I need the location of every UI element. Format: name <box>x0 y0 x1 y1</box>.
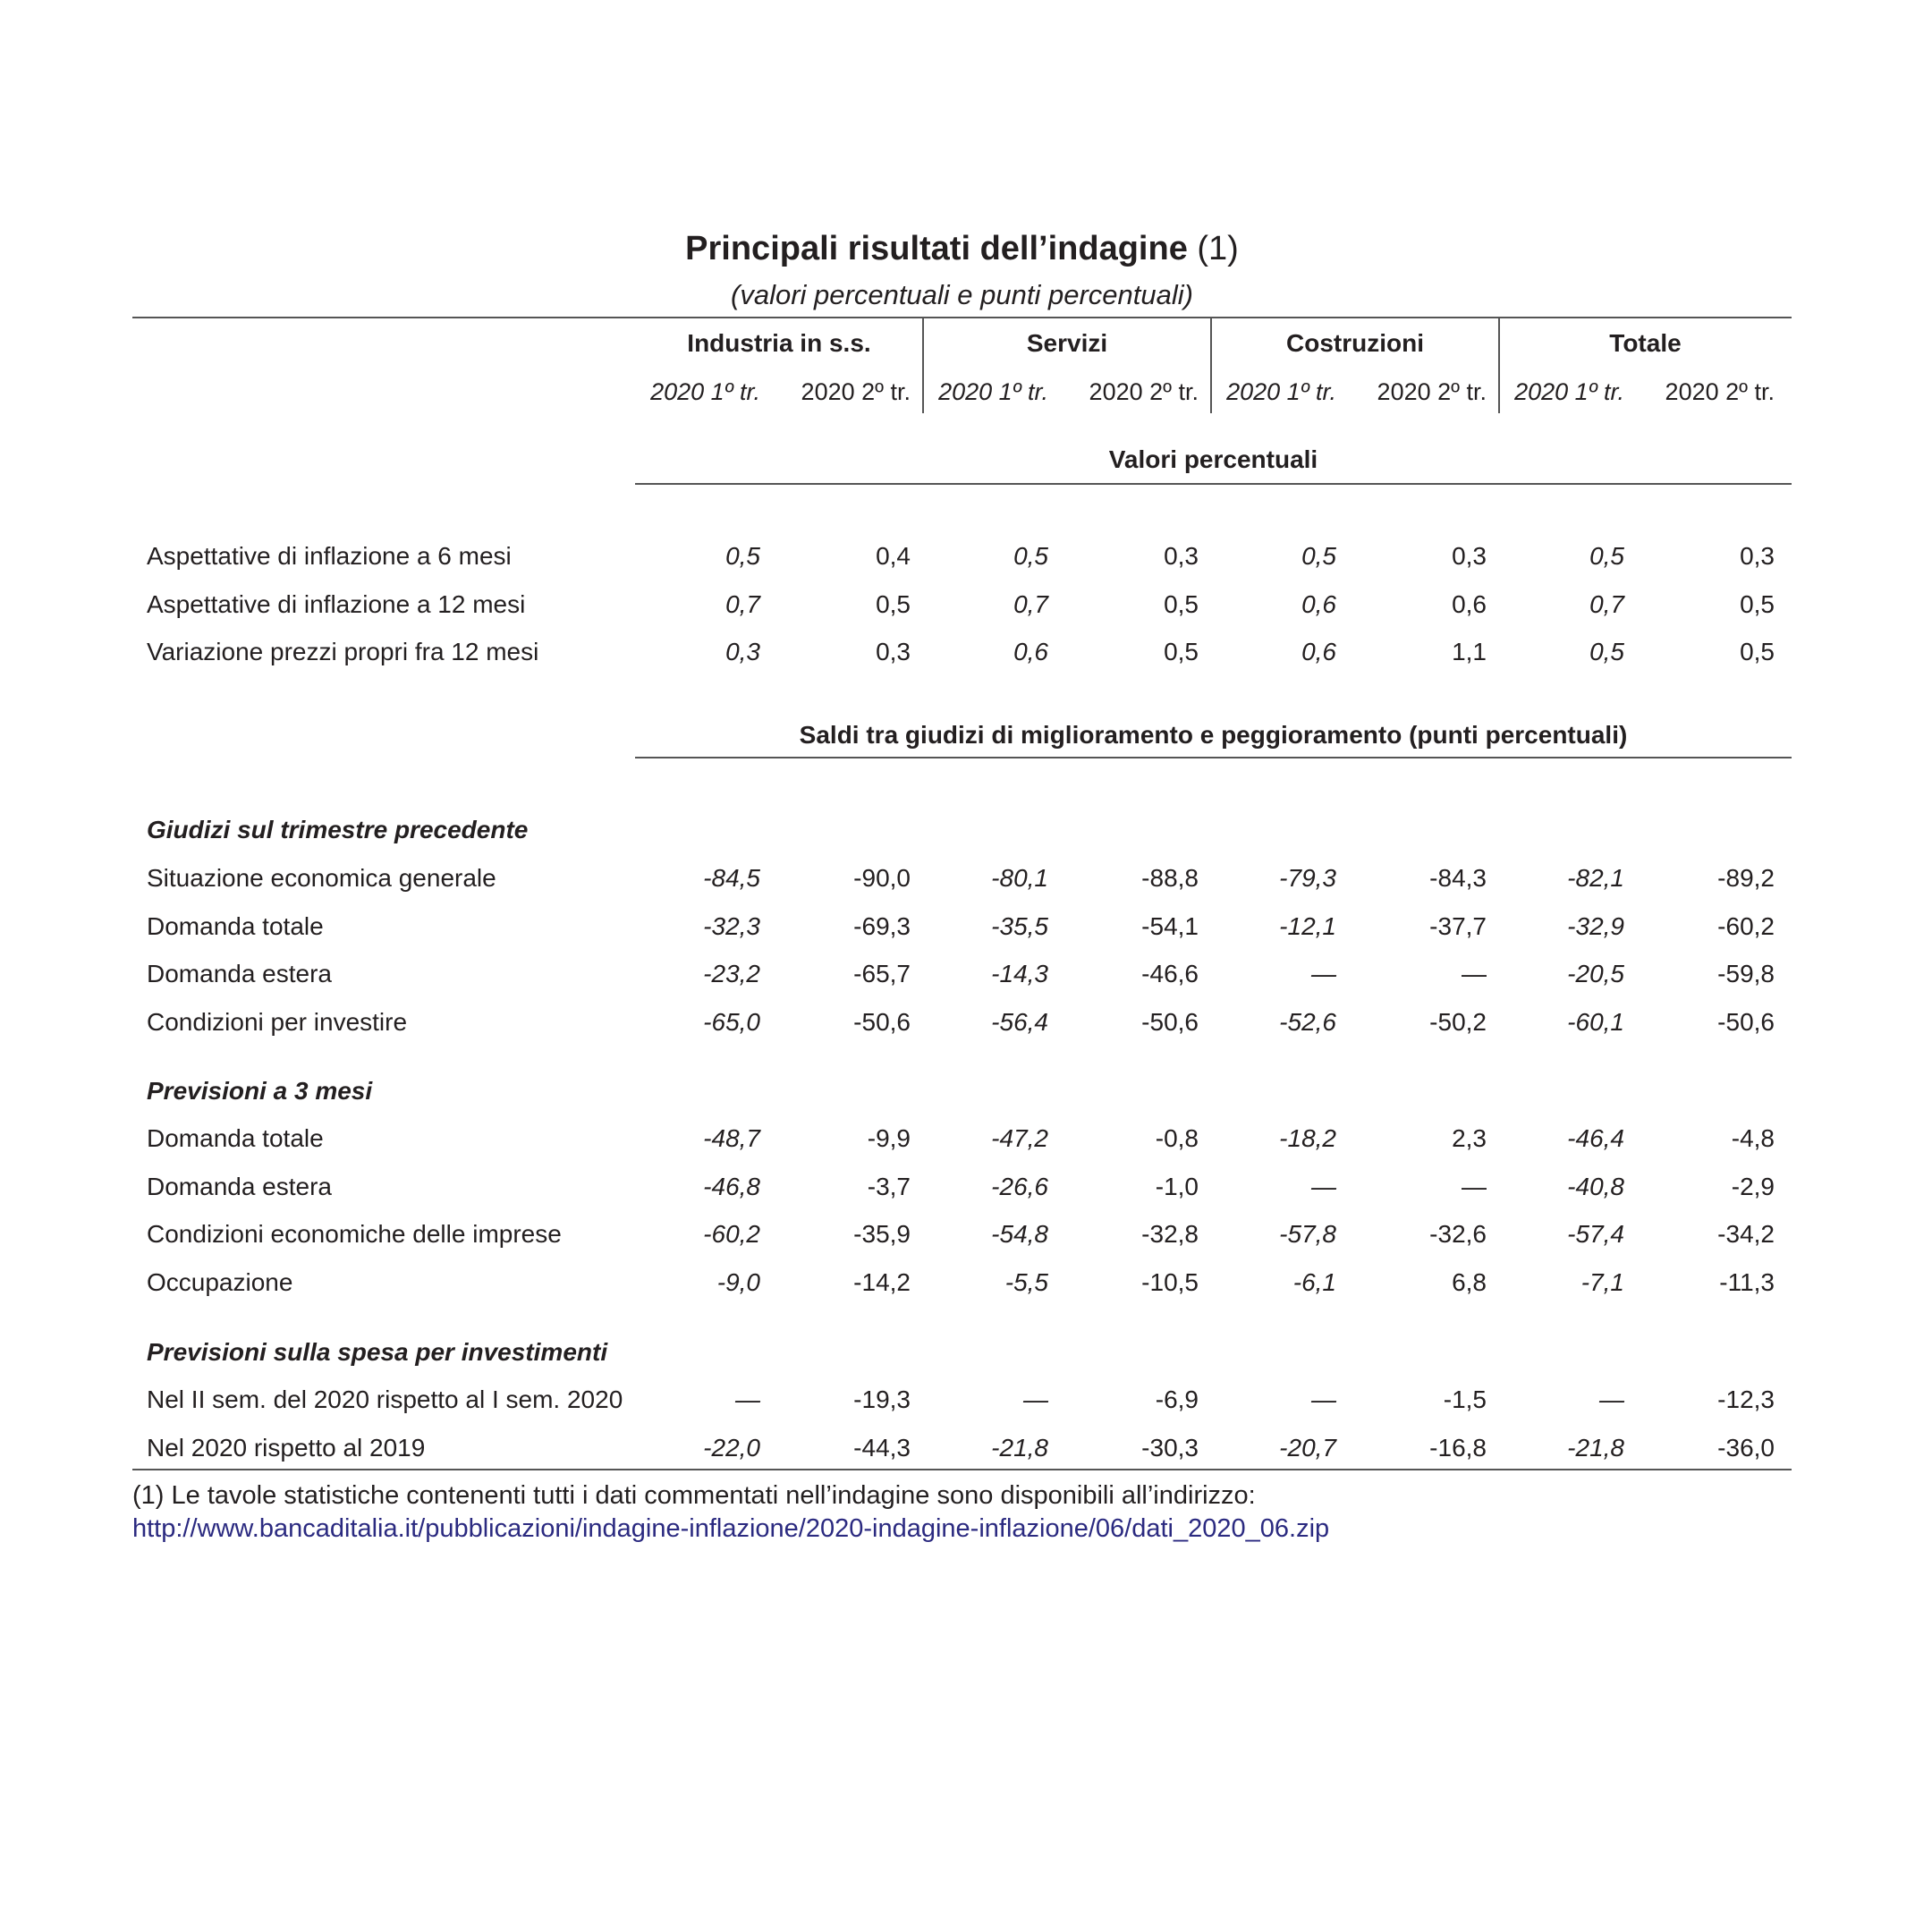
table-cell: -90,0 <box>853 864 911 892</box>
table-cell: 0,7 <box>725 589 760 618</box>
table-subtitle: (valori percentuali e punti percentuali) <box>731 279 1193 310</box>
table-cell: -9,0 <box>716 1267 760 1296</box>
table-cell: 0,6 <box>1452 589 1487 618</box>
period-header: 2020 2º tr. <box>1665 378 1775 405</box>
table-cell: -37,7 <box>1429 911 1487 940</box>
footnote-link[interactable]: http://www.bancaditalia.it/pubblicazioni/indagine-inflazione/2020-indagine-inflazione/06/dati_2020_06.zip <box>132 1514 1330 1543</box>
table-cell: -32,3 <box>703 911 760 940</box>
group-header-totale: Totale <box>1609 329 1682 357</box>
category-title: Giudizi sul trimestre precedente <box>147 816 529 843</box>
table-cell: -80,1 <box>991 864 1048 892</box>
table-cell: 0,5 <box>1301 542 1336 570</box>
table-cell: -1,0 <box>1155 1172 1199 1200</box>
table-cell: 0,6 <box>1013 638 1048 665</box>
table-cell: — <box>1023 1385 1048 1413</box>
table-title-main: Principali risultati dell’indagine <box>685 230 1188 267</box>
table-cell: -82,1 <box>1567 864 1624 892</box>
row-label: Condizioni per investire <box>147 1007 408 1036</box>
table-cell: -79,3 <box>1279 864 1336 892</box>
table-cell: 6,8 <box>1452 1267 1487 1296</box>
section-heading-valori: Valori percentuali <box>1108 445 1318 473</box>
period-header: 2020 1º tr. <box>938 378 1048 405</box>
table-cell: -40,8 <box>1567 1172 1624 1200</box>
group-header-industria: Industria in s.s. <box>687 329 871 357</box>
table-cell: — <box>1311 960 1336 987</box>
row-label: Nel II sem. del 2020 rispetto al I sem. 2020 <box>147 1385 623 1413</box>
table-cell: -11,3 <box>1719 1267 1775 1296</box>
table-cell: -14,3 <box>991 960 1048 987</box>
table-cell: 0,3 <box>1740 542 1775 570</box>
table-row <box>132 1119 1792 1158</box>
table-cell: -59,8 <box>1717 960 1775 987</box>
table-cell: 0,3 <box>876 638 911 665</box>
table-cell: -46,6 <box>1141 960 1199 987</box>
table-cell: — <box>1311 1385 1336 1413</box>
table-cell: -46,8 <box>703 1172 760 1200</box>
table-row <box>132 859 1792 898</box>
section-rule <box>635 483 1792 485</box>
table-cell: -60,1 <box>1567 1007 1624 1036</box>
table-cell: -0,8 <box>1155 1124 1199 1152</box>
table-cell: 0,3 <box>1452 542 1487 570</box>
table-cell: -36,0 <box>1717 1433 1775 1462</box>
section-rule <box>635 757 1792 758</box>
table-cell: 0,5 <box>876 589 911 618</box>
table-cell: -20,7 <box>1279 1433 1336 1462</box>
table-row <box>132 1263 1792 1302</box>
row-label: Condizioni economiche delle imprese <box>147 1220 562 1248</box>
table-cell: -5,5 <box>1004 1267 1048 1296</box>
table-cell: 0,5 <box>725 542 760 570</box>
row-label: Nel 2020 rispetto al 2019 <box>147 1433 426 1462</box>
table-cell: -35,9 <box>853 1220 911 1248</box>
table-cell: -48,7 <box>703 1124 760 1152</box>
table-cell: -56,4 <box>991 1007 1048 1036</box>
table-cell: -50,6 <box>1717 1007 1775 1036</box>
table-cell: -6,9 <box>1155 1385 1199 1413</box>
table-cell: -18,2 <box>1279 1124 1336 1152</box>
table-row <box>132 1428 1792 1468</box>
table-cell: 0,3 <box>1164 542 1199 570</box>
table-cell: 0,6 <box>1301 638 1336 665</box>
row-label: Domanda estera <box>147 960 333 987</box>
table-row <box>132 1215 1792 1254</box>
row-label: Situazione economica generale <box>147 864 496 892</box>
table-cell: 2,3 <box>1452 1124 1487 1152</box>
table-row <box>132 954 1792 994</box>
table-cell: -57,4 <box>1567 1220 1624 1248</box>
row-label: Variazione prezzi propri fra 12 mesi <box>147 638 539 665</box>
table-cell: -54,1 <box>1141 911 1199 940</box>
table-row <box>132 1003 1792 1042</box>
table-cell: 0,7 <box>1013 589 1048 618</box>
table-cell: -14,2 <box>853 1267 911 1296</box>
table-cell: -10,5 <box>1141 1267 1199 1296</box>
table-cell: -69,3 <box>853 911 911 940</box>
table-cell: — <box>735 1385 760 1413</box>
category-title: Previsioni sulla spesa per investimenti <box>147 1338 608 1366</box>
table-cell: -7,1 <box>1580 1267 1624 1296</box>
table-cell: 0,5 <box>1164 589 1199 618</box>
row-label: Aspettative di inflazione a 12 mesi <box>147 589 526 618</box>
bottom-rule <box>132 1469 1792 1470</box>
row-label: Occupazione <box>147 1267 293 1296</box>
period-header: 2020 1º tr. <box>1226 378 1336 405</box>
table-cell: -44,3 <box>853 1433 911 1462</box>
table-cell: -9,9 <box>867 1124 911 1152</box>
table-cell: -65,0 <box>703 1007 760 1036</box>
table-cell: -26,6 <box>991 1172 1048 1200</box>
table-row <box>132 585 1792 624</box>
table-cell: -35,5 <box>991 911 1048 940</box>
top-rule <box>132 317 1792 318</box>
period-header: 2020 1º tr. <box>1514 378 1624 405</box>
table-cell: -20,5 <box>1567 960 1624 987</box>
table-cell: -60,2 <box>1717 911 1775 940</box>
table-row <box>132 1380 1792 1419</box>
table-cell: -23,2 <box>703 960 760 987</box>
group-header-costruzioni: Costruzioni <box>1286 329 1424 357</box>
period-header: 2020 2º tr. <box>801 378 911 405</box>
table-cell: -84,3 <box>1429 864 1487 892</box>
category-title: Previsioni a 3 mesi <box>147 1077 373 1105</box>
table-cell: 0,6 <box>1301 589 1336 618</box>
table-cell: -50,2 <box>1429 1007 1487 1036</box>
table-cell: -50,6 <box>853 1007 911 1036</box>
table-cell: 0,3 <box>725 638 760 665</box>
table-cell: 0,5 <box>1740 589 1775 618</box>
table-cell: -57,8 <box>1279 1220 1336 1248</box>
table-cell: -52,6 <box>1279 1007 1336 1036</box>
table-cell: -4,8 <box>1731 1124 1775 1152</box>
table-cell: — <box>1462 960 1487 987</box>
table-cell: -54,8 <box>991 1220 1048 1248</box>
table-cell: -65,7 <box>853 960 911 987</box>
table-cell: 0,5 <box>1164 638 1199 665</box>
table-row <box>132 632 1792 672</box>
table-cell: -32,8 <box>1141 1220 1199 1248</box>
table-cell: 0,5 <box>1013 542 1048 570</box>
table-cell: -60,2 <box>703 1220 760 1248</box>
row-label: Domanda totale <box>147 911 324 940</box>
table-cell: 0,5 <box>1589 542 1624 570</box>
table-cell: 1,1 <box>1452 638 1487 665</box>
row-label: Aspettative di inflazione a 6 mesi <box>147 542 512 570</box>
table-cell: 0,5 <box>1589 638 1624 665</box>
group-header-servizi: Servizi <box>1026 329 1108 357</box>
table-cell: -12,3 <box>1717 1385 1775 1413</box>
table-cell: -50,6 <box>1141 1007 1199 1036</box>
table-cell: -47,2 <box>991 1124 1048 1152</box>
period-header: 2020 2º tr. <box>1089 378 1199 405</box>
title-note-ref: (1) <box>1197 230 1239 267</box>
section-heading-saldi: Saldi tra giudizi di miglioramento e peggioramento (punti percentuali) <box>799 721 1628 749</box>
table-cell: 0,7 <box>1589 589 1624 618</box>
table-cell: -21,8 <box>991 1433 1048 1462</box>
table-cell: 0,5 <box>1740 638 1775 665</box>
table-cell: -89,2 <box>1717 864 1775 892</box>
table-cell: — <box>1311 1172 1336 1200</box>
table-cell: -32,6 <box>1429 1220 1487 1248</box>
row-label: Domanda estera <box>147 1172 333 1200</box>
footnote-text: (1) Le tavole statistiche contenenti tutti i dati commentati nell’indagine sono disponibili all’indirizzo: <box>132 1481 1256 1510</box>
table-cell: -2,9 <box>1731 1172 1775 1200</box>
table-row <box>132 1167 1792 1207</box>
table-cell: -84,5 <box>703 864 760 892</box>
table-cell: -30,3 <box>1141 1433 1199 1462</box>
table-cell: -32,9 <box>1567 911 1624 940</box>
row-label: Domanda totale <box>147 1124 324 1152</box>
period-header: 2020 2º tr. <box>1377 378 1487 405</box>
table-cell: -16,8 <box>1429 1433 1487 1462</box>
table-cell: — <box>1462 1172 1487 1200</box>
table-cell: -34,2 <box>1717 1220 1775 1248</box>
table-cell: -6,1 <box>1292 1267 1336 1296</box>
table-row <box>132 537 1792 576</box>
table-cell: -12,1 <box>1279 911 1336 940</box>
footnote <box>132 1479 1792 1546</box>
table-cell: — <box>1599 1385 1624 1413</box>
table-row <box>132 907 1792 946</box>
table-cell: -46,4 <box>1567 1124 1624 1152</box>
table-title <box>132 227 1792 270</box>
table-cell: -19,3 <box>853 1385 911 1413</box>
table-cell: -22,0 <box>703 1433 760 1462</box>
table-cell: -1,5 <box>1443 1385 1487 1413</box>
table-cell: 0,4 <box>876 542 911 570</box>
period-header: 2020 1º tr. <box>650 378 760 405</box>
table-cell: -3,7 <box>867 1172 911 1200</box>
table-cell: -88,8 <box>1141 864 1199 892</box>
table-cell: -21,8 <box>1567 1433 1624 1462</box>
